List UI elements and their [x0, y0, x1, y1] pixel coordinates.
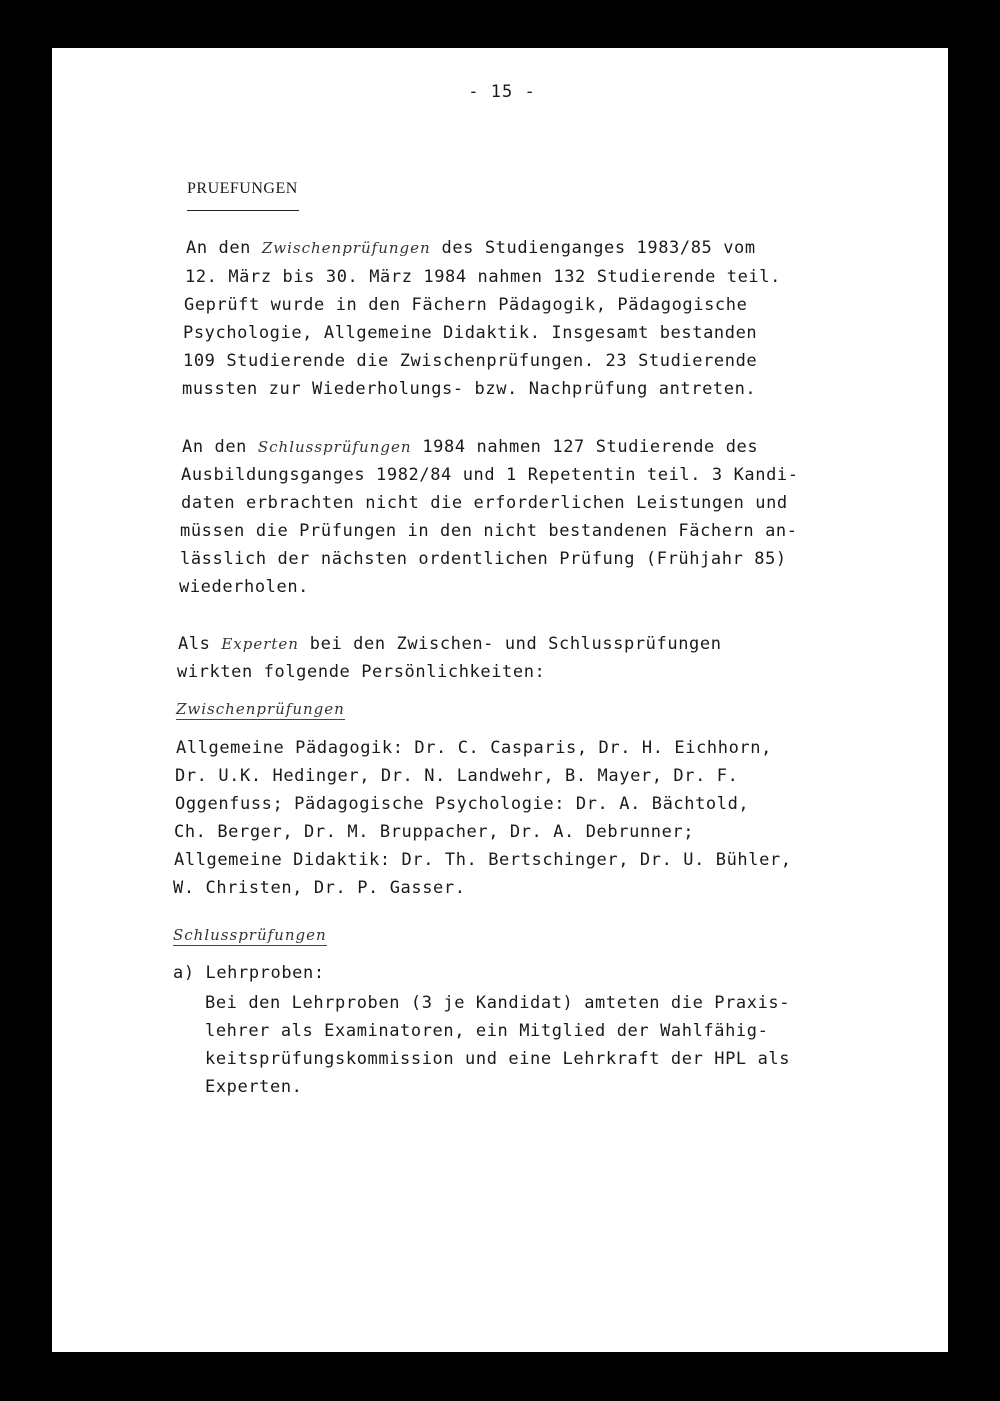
- sub1-line1: Allgemeine Pädagogik: Dr. C. Casparis, Dr. H. Eichhorn,: [176, 738, 772, 758]
- para1-line3: Geprüft wurde in den Fächern Pädagogik, Pädagogische: [184, 295, 748, 315]
- para1-line6: mussten zur Wiederholungs- bzw. Nachprüfung antreten.: [182, 379, 757, 399]
- para2-line5: lässlich der nächsten ordentlichen Prüfung (Frühjahr 85): [180, 549, 787, 569]
- para2-line3: daten erbrachten nicht die erforderlichen Leistungen und: [181, 493, 788, 513]
- para1-line2: 12. März bis 30. März 1984 nahmen 132 Studierende teil.: [185, 267, 781, 287]
- list-item-a-line4: Experten.: [205, 1077, 303, 1097]
- sub1-line2: Dr. U.K. Hedinger, Dr. N. Landwehr, B. Mayer, Dr. F.: [175, 766, 739, 786]
- page-number: - 15 -: [468, 82, 536, 102]
- sub1-line6: W. Christen, Dr. P. Gasser.: [173, 878, 466, 898]
- para1-line1: An den Zwischenprüfungen des Studienganges 1983/85 vom: [186, 238, 756, 258]
- list-item-a-label: a) Lehrproben:: [173, 963, 325, 983]
- list-item-a-line1: Bei den Lehrproben (3 je Kandidat) amteten die Praxis-: [205, 993, 791, 1013]
- para2-line1: An den Schlussprüfungen 1984 nahmen 127 Studierende des: [182, 437, 759, 457]
- sub1-line3: Oggenfuss; Pädagogische Psychologie: Dr. A. Bächtold,: [175, 794, 750, 814]
- document-page: [52, 48, 948, 1352]
- para2-line6: wiederholen.: [179, 577, 310, 597]
- subsection-title-schlusspruefungen: Schlussprüfungen: [173, 926, 327, 944]
- heading-underline: [187, 210, 299, 211]
- section-heading: PRUEFUNGEN: [187, 180, 298, 197]
- para3-line1: Als Experten bei den Zwischen- und Schlussprüfungen: [178, 634, 722, 654]
- para1-line5: 109 Studierende die Zwischenprüfungen. 23 Studierende: [183, 351, 758, 371]
- para1-line4: Psychologie, Allgemeine Didaktik. Insgesamt bestanden: [183, 323, 758, 343]
- sub1-line4: Ch. Berger, Dr. M. Bruppacher, Dr. A. Debrunner;: [174, 822, 695, 842]
- list-item-a-line2: lehrer als Examinatoren, ein Mitglied der Wahlfähig-: [205, 1021, 769, 1041]
- subsection-title-zwischenpruefungen: Zwischenprüfungen: [176, 700, 345, 718]
- sub1-line5: Allgemeine Didaktik: Dr. Th. Bertschinger, Dr. U. Bühler,: [174, 850, 792, 870]
- para3-line2: wirkten folgende Persönlichkeiten:: [177, 662, 546, 682]
- para2-line2: Ausbildungsganges 1982/84 und 1 Repetentin teil. 3 Kandi-: [181, 465, 799, 485]
- list-item-a-line3: keitsprüfungskommission und eine Lehrkraft der HPL als: [205, 1049, 791, 1069]
- para2-line4: müssen die Prüfungen in den nicht bestandenen Fächern an-: [180, 521, 798, 541]
